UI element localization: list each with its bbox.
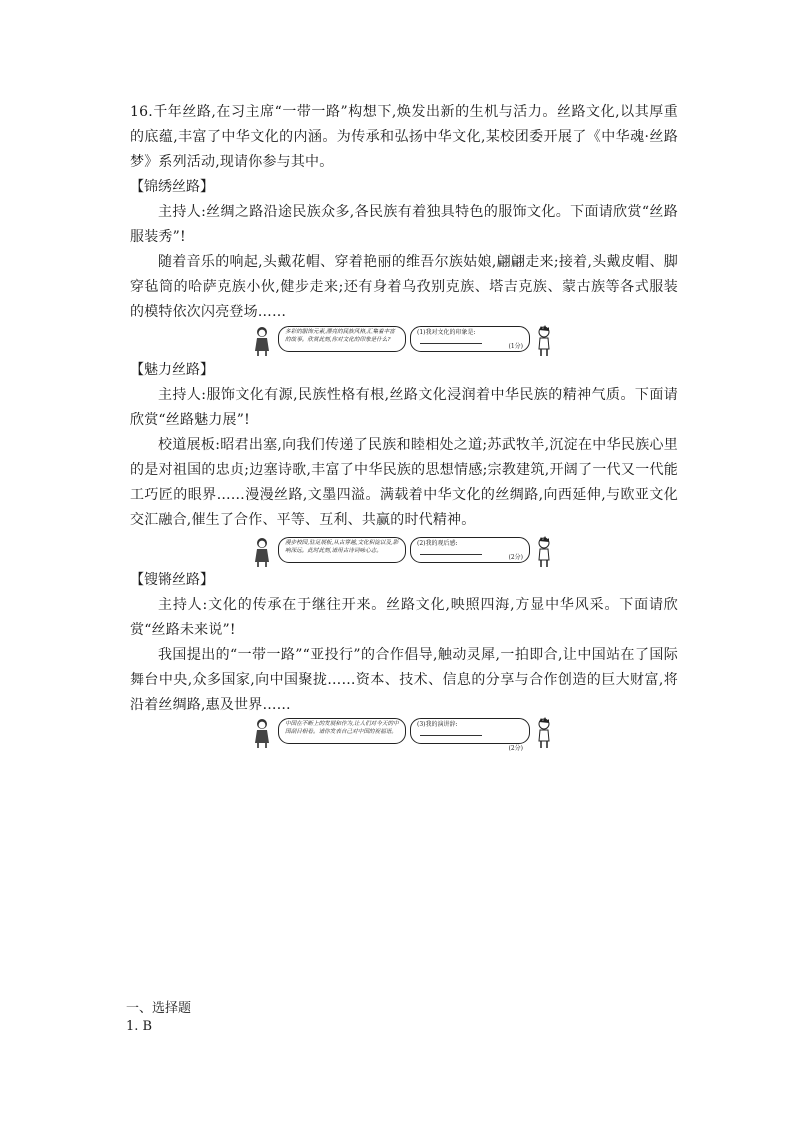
comic-panel-3 [252, 717, 556, 752]
answer-bubble-3 [410, 718, 530, 752]
cartoon-girl-icon [252, 717, 272, 749]
cartoon-boy-icon [534, 536, 554, 568]
cartoon-girl-icon [252, 325, 272, 357]
cartoon-boy-icon [534, 717, 554, 749]
section2-body-text: 校道展板:昭君出塞,向我们传递了民族和睦相处之道;苏武牧羊,沉淀在中华民族心里的是对祖国的忠贞;边塞诗歌,丰富了中华民族的思想情感;宗教建筑,开阔了一代又一代能工巧匠的眼界……漫漫丝路,文墨四溢。满载着中华文化的丝绸路,向西延伸,与欧亚文化交汇融合,催生了合作、平等、互利、共赢的时代精神。 [130, 437, 678, 528]
answer-blank-2[interactable] [420, 548, 482, 555]
question-intro: 16.千年丝路,在习主席“一带一路”构想下,焕发出新的生机与活力。丝路文化,以其厚重的底蕴,丰富了中华文化的内涵。为传承和弘扬中华文化,某校团委开展了《中华魂·丝路梦》系列活动,现请你参与其中。 [130, 104, 678, 170]
comic-panel-2 [252, 536, 556, 568]
cartoon-boy-icon [534, 325, 554, 357]
answer-blank-1[interactable] [420, 337, 482, 344]
cartoon-girl-icon [252, 536, 272, 568]
section3-host-text: 主持人:文化的传承在于继往开来。丝路文化,映照四海,方显中华风采。下面请欣赏“丝路未来说”! [130, 597, 678, 638]
section-title-3: 【锼锵丝路】 [130, 572, 214, 588]
section1-host-text: 主持人:丝绸之路沿途民族众多,各民族有着独具特色的服饰文化。下面请欣赏“丝路服装秀”! [130, 204, 678, 245]
answer-label-3: (3)我的演讲辞: [417, 721, 458, 728]
answer-bubble-1 [410, 326, 530, 352]
answer-label-1: (1)我对文化的印象是: [417, 329, 476, 336]
section1-body-text: 随着音乐的响起,头戴花帽、穿着艳丽的维吾尔族姑娘,翩翩走来;接着,头戴皮帽、脚穿毡筒的哈萨克族小伙,健步走来;还有身着乌孜别克族、塔吉克族、蒙古族等各式服装的模特依次闪亮登场…… [130, 254, 678, 320]
score-2: (2分) [508, 554, 523, 561]
answer-blank-3[interactable] [420, 729, 482, 736]
speech-bubble-1: 多彩的服饰元素,漂亮的民族风格,汇集着丰富的故事。欣赏此刻,你对文化的印象是什么? [278, 326, 406, 352]
score-1: (1分) [508, 343, 523, 350]
speech-bubble-2: 漫步校园,驻足展板,从古穿越,文化积淀以及,影响深远。此时此刻,请用古诗词咏心志。 [278, 537, 406, 563]
comic-panel-1 [252, 325, 556, 357]
speech-bubble-3: 中国在不断上的发展和作为,让人们对今天的中国刮目相看。请你发表自己对中国的祝福语。 [278, 718, 406, 744]
section-title-2: 【魅力丝路】 [130, 362, 214, 378]
answers-heading: 一、选择题 [126, 1001, 192, 1016]
score-3: (2分) [508, 745, 523, 752]
section3-body-text: 我国提出的“一带一路”“亚投行”的合作倡导,触动灵犀,一拍即合,让中国站在了国际舞台中央,众多国家,向中国聚拢……资本、技术、信息的分享与合作创造的巨大财富,将沿着丝绸路,惠及世界…… [130, 647, 678, 713]
section2-host-text: 主持人:服饰文化有源,民族性格有根,丝路文化浸润着中华民族的精神气质。下面请欣赏“丝路魅力展”! [130, 387, 678, 428]
answer-item-1: 1. B [126, 1019, 153, 1034]
section-title-1: 【锦绣丝路】 [130, 179, 214, 195]
answer-label-2: (2)我的观后感: [417, 540, 458, 547]
answer-bubble-2 [410, 537, 530, 563]
